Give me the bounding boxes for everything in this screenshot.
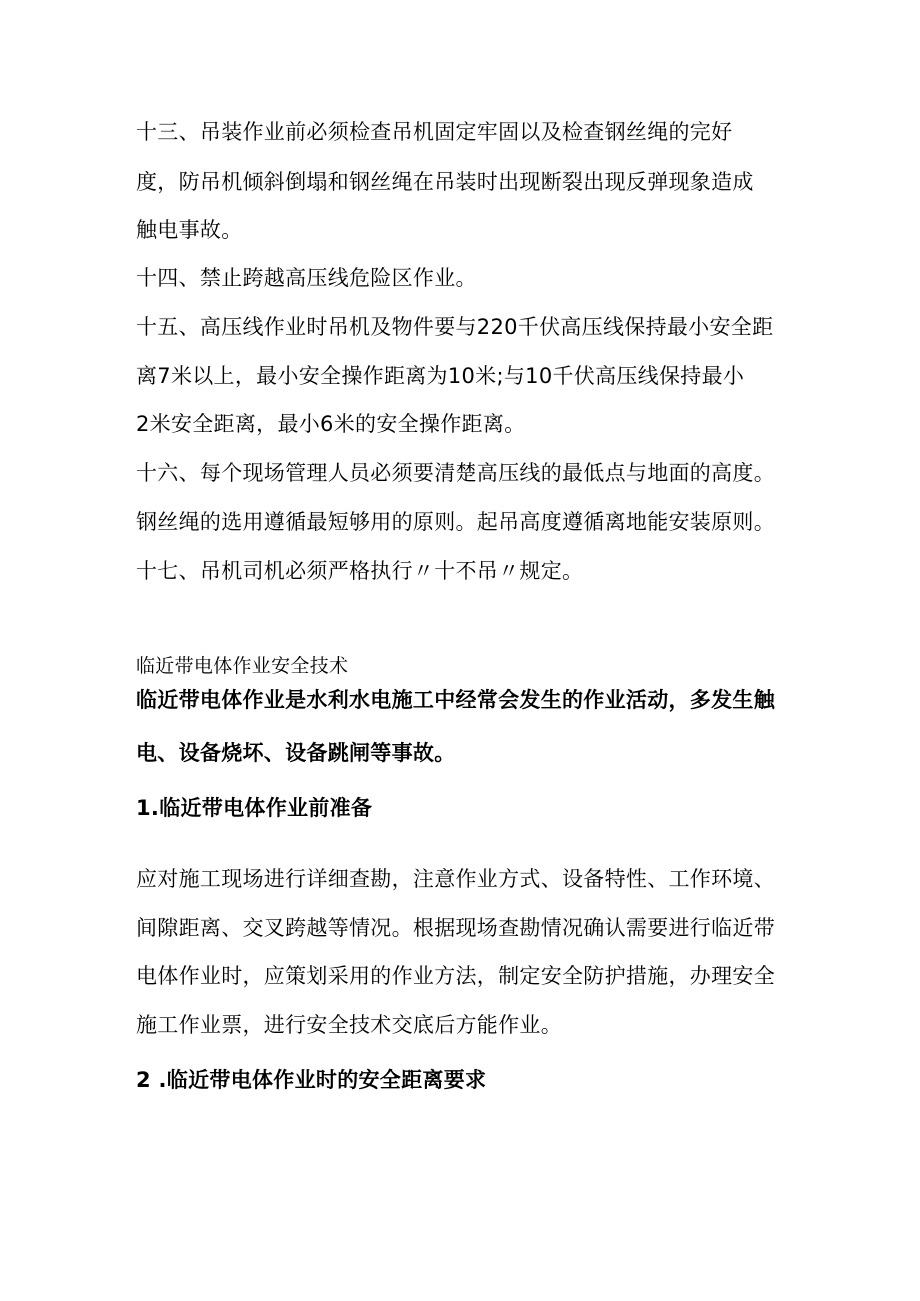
rule-16-line-2: 钢丝绳的选用遵循最短够用的原则。起吊高度遵循离地能安装原则。 — [136, 510, 775, 534]
rule-15-line-2: 离7米以上，最小安全操作距离为10米;与10千伏高压线保持最小 — [136, 364, 745, 388]
rule-13-line-2: 度，防吊机倾斜倒塌和钢丝绳在吊装时出现断裂出现反弹现象造成 — [136, 170, 754, 194]
rule-13-line-1: 十三、吊装作业前必须检查吊机固定牢固以及检查钢丝绳的完好 — [136, 120, 733, 144]
section-intro-line-2: 电、设备烧坏、设备跳闸等事故。 — [136, 741, 456, 765]
subsection-1-heading: 1.临近带电体作业前准备 — [136, 796, 373, 820]
rule-14: 十四、禁止跨越高压线危险区作业。 — [136, 266, 477, 290]
subsection-1-body-line-3: 电体作业时，应策划采用的作业方法，制定安全防护措施，办理安全 — [136, 964, 775, 988]
subsection-2-heading: 2 .临近带电体作业时的安全距离要求 — [136, 1068, 487, 1092]
subsection-1-body-line-1: 应对施工现场进行详细查勘，注意作业方式、设备特性、工作环境、 — [136, 867, 775, 891]
rule-16-line-1: 十六、每个现场管理人员必须要清楚高压线的最低点与地面的高度。 — [136, 461, 775, 485]
subsection-1-body-line-2: 间隙距离、交叉跨越等情况。根据现场查勘情况确认需要进行临近带 — [136, 916, 775, 940]
rule-13-line-3: 触电事故。 — [136, 218, 243, 242]
rule-17: 十七、吊机司机必须严格执行〃十不吊〃规定。 — [136, 559, 584, 583]
subsection-1-body-line-4: 施工作业票，进行安全技术交底后方能作业。 — [136, 1013, 562, 1037]
section-intro-line-1: 临近带电体作业是水利水电施工中经常会发生的作业活动，多发生触 — [136, 688, 775, 712]
section-title: 临近带电体作业安全技术 — [136, 655, 349, 677]
rule-15-line-1: 十五、高压线作业时吊机及物件要与220千伏高压线保持最小安全距 — [136, 315, 774, 339]
rule-15-line-3: 2米安全距离，最小6米的安全操作距离。 — [136, 412, 526, 436]
